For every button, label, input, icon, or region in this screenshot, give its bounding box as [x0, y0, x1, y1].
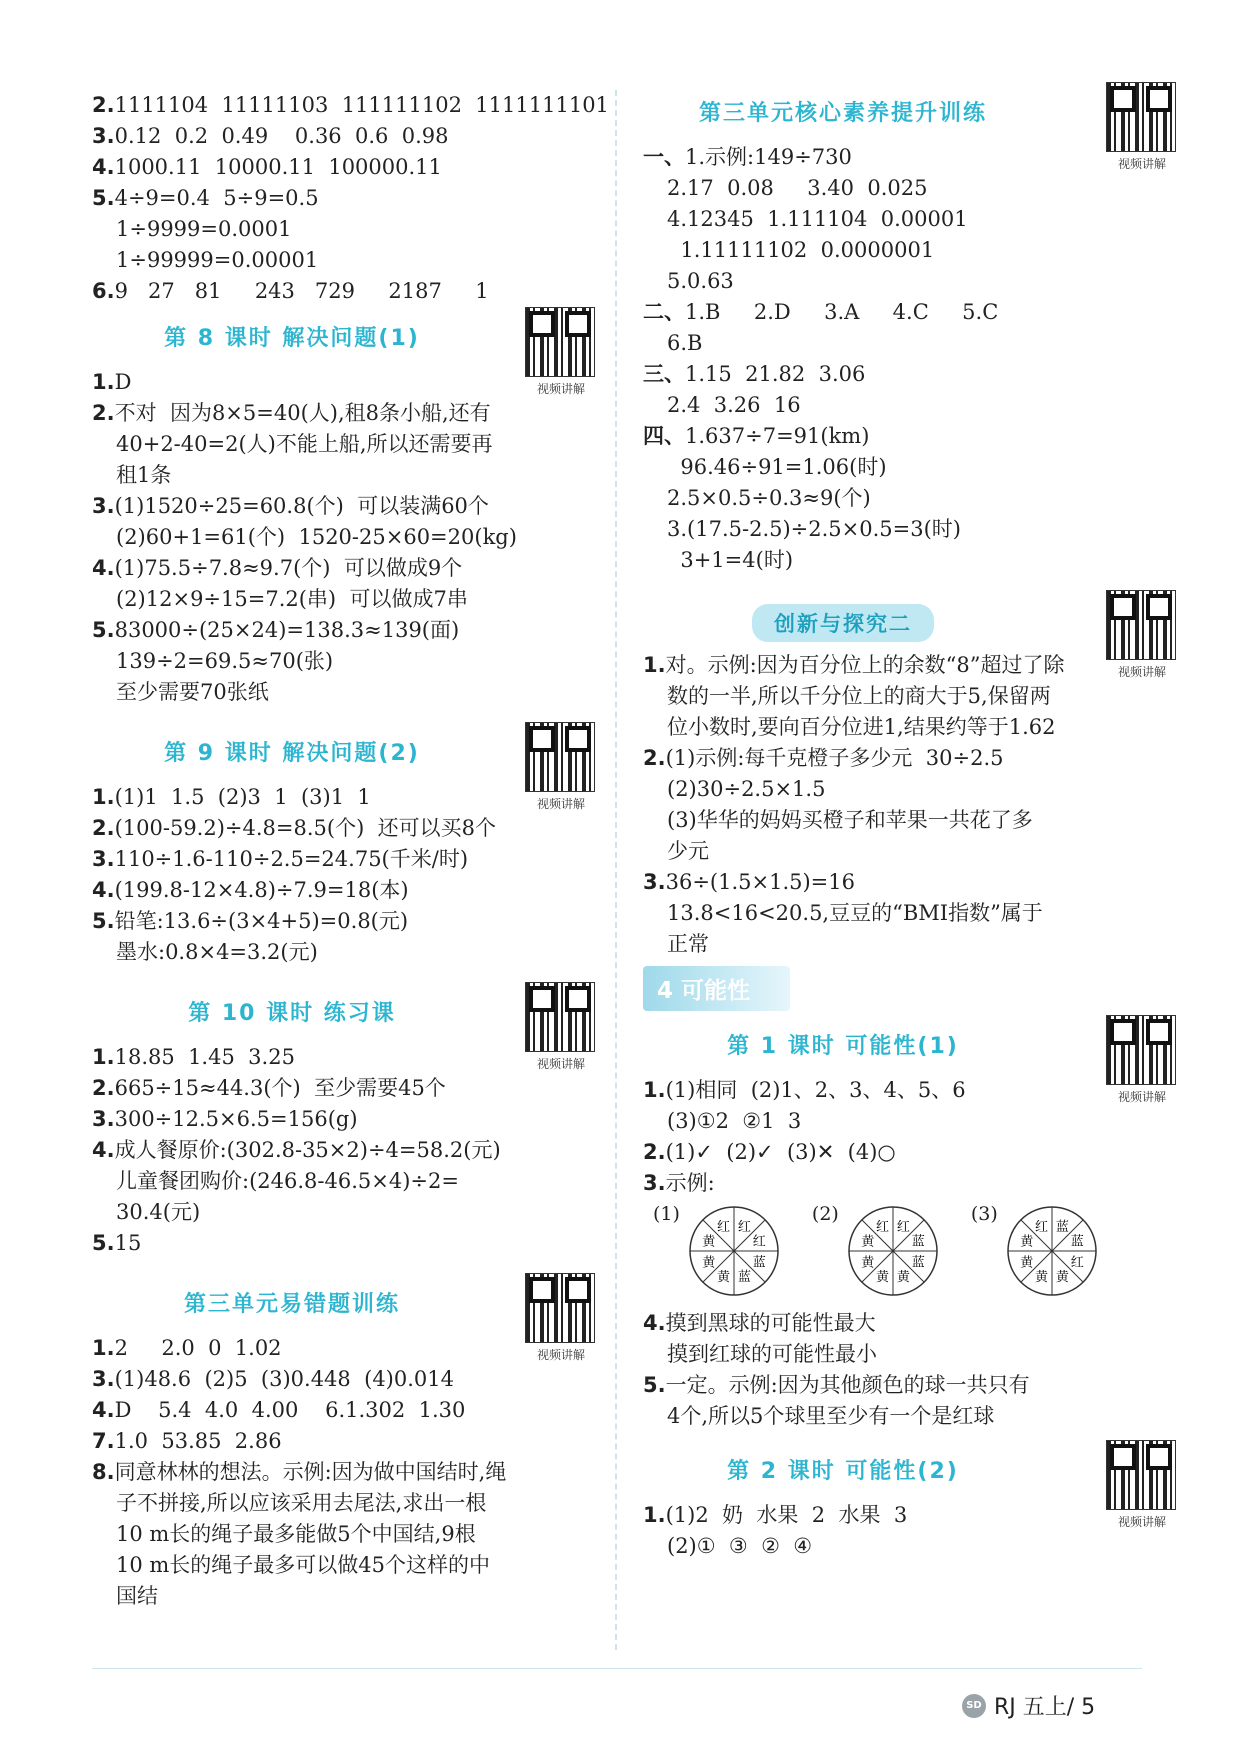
answer-text: (199.8-12×4.8)÷7.9=18(本) [114, 878, 409, 902]
spinner-3 [971, 1203, 1100, 1308]
answer-text: 4个,所以5个球里至少有一个是红球 [667, 1404, 995, 1428]
spinner-label: (3) [970, 1203, 998, 1225]
answer-text: 36÷(1.5×1.5)=16 [665, 870, 856, 894]
answer-text: 9 27 81 243 729 2187 1 [114, 279, 489, 303]
qr-label: 视频讲解 [1117, 665, 1166, 679]
section-title: 第 10 课时 练习课 [188, 1001, 396, 1026]
question-number: 1. [92, 1336, 115, 1360]
answer-line [92, 1395, 597, 1426]
footer-rule [92, 1668, 1142, 1669]
answer-line [92, 1104, 597, 1135]
answer-text: 2.17 0.08 3.40 0.025 [667, 176, 928, 200]
sector-label: 红 [737, 1219, 751, 1235]
answer-text: D 5.4 4.0 4.00 6.1.302 1.30 [114, 1398, 466, 1422]
answer-text: (1)1 1.5 (2)3 1 (3)1 1 [114, 785, 371, 809]
sector-label: 黄 [702, 1234, 716, 1250]
answer-text: 40+2-40=2(人)不能上船,所以还需要再 [116, 432, 493, 456]
answer-line [643, 1531, 1148, 1562]
answer-block-possibility2 [643, 1500, 1148, 1562]
qr-code-icon [525, 1273, 595, 1343]
section-header-lesson8 [92, 307, 597, 396]
sector-label: 蓝 [1055, 1219, 1069, 1235]
answer-line [643, 1500, 1148, 1531]
answer-line [643, 867, 1148, 898]
qr-code-icon [525, 982, 595, 1052]
answer-text: 1÷9999=0.0001 [116, 217, 292, 241]
answer-line [92, 1073, 597, 1104]
qr-code[interactable] [1106, 1015, 1178, 1105]
sector-label: 黄 [861, 1255, 875, 1271]
answer-text: 1.示例:149÷730 [685, 145, 852, 169]
sector-label: 蓝 [737, 1270, 751, 1286]
answer-text: 对。示例:因为百分位上的余数“8”超过了除 [665, 653, 1065, 677]
qr-label: 视频讲解 [536, 1348, 585, 1362]
answer-line [92, 90, 609, 121]
qr-code[interactable] [1106, 1440, 1178, 1530]
answer-line [92, 782, 597, 813]
answer-text: 1.11111102 0.0000001 [667, 238, 935, 262]
sector-label: 黄 [1034, 1270, 1048, 1286]
answer-line [92, 1550, 597, 1581]
answer-line [92, 1581, 597, 1612]
answer-line [643, 681, 1148, 712]
answer-line [92, 646, 597, 677]
answer-text: 665÷15≈44.3(个) 至少需要45个 [114, 1076, 446, 1100]
answer-text: 摸到黑球的可能性最大 [665, 1311, 876, 1335]
spinner-wheel [686, 1203, 782, 1299]
sector-label: 黄 [716, 1270, 730, 1286]
answer-block-possibility1 [643, 1075, 1148, 1199]
sector-label: 黄 [875, 1270, 889, 1286]
sector-label: 红 [896, 1219, 910, 1235]
answer-line [643, 1370, 1148, 1401]
answer-text: 1111104 11111103 111111102 1111111101 [114, 93, 609, 117]
answer-line [92, 615, 597, 646]
answer-text: (2)60+1=61(个) 1520-25×60=20(kg) [116, 525, 517, 549]
answer-line [643, 452, 1148, 483]
answer-line [92, 553, 597, 584]
sector-label: 红 [875, 1219, 889, 1235]
question-number: 4. [92, 878, 115, 902]
answer-text: (2)30÷2.5×1.5 [667, 777, 826, 801]
answer-text: 至少需要70张纸 [116, 680, 269, 704]
publisher-logo-icon: SD [962, 1694, 986, 1718]
answer-line [92, 367, 597, 398]
answer-text: 300÷12.5×6.5=156(g) [114, 1107, 358, 1131]
question-number: 1. [92, 370, 115, 394]
question-number: 1. [643, 1078, 666, 1102]
qr-label: 视频讲解 [536, 797, 585, 811]
answer-line [92, 183, 597, 214]
qr-code[interactable] [1106, 82, 1178, 172]
answer-text: 1÷99999=0.00001 [116, 248, 319, 272]
question-number: 6. [92, 279, 115, 303]
qr-code-icon [525, 307, 595, 377]
answer-block-lesson8 [92, 367, 597, 708]
answer-line [92, 906, 597, 937]
question-number: 5. [92, 1231, 115, 1255]
qr-code[interactable] [525, 722, 597, 812]
answer-text: 30.4(元) [116, 1200, 201, 1224]
sector-label: 蓝 [1070, 1234, 1084, 1250]
answer-text: 租1条 [116, 463, 172, 487]
question-number: 一、 [643, 145, 685, 169]
answer-line [92, 121, 597, 152]
answer-line [643, 359, 1148, 390]
answer-line [643, 650, 1148, 681]
qr-code-icon [525, 722, 595, 792]
question-number: 4. [92, 155, 115, 179]
chapter-heading: 4 可能性 [643, 966, 790, 1011]
section-title [643, 604, 1043, 642]
answer-text: 位小数时,要向百分位进1,结果约等于1.62 [667, 715, 1056, 739]
answer-line [92, 491, 597, 522]
question-number: 5. [643, 1373, 666, 1397]
answer-line [92, 1042, 597, 1073]
answer-block-lesson10 [92, 1042, 597, 1259]
qr-code-icon [1106, 1015, 1176, 1085]
answer-line [92, 1488, 597, 1519]
answer-line [643, 1339, 1148, 1370]
answer-line [92, 429, 597, 460]
spinner-wheel [1004, 1203, 1100, 1299]
answer-text: 2.5×0.5÷0.3≈9(个) [667, 486, 871, 510]
answer-line [92, 584, 597, 615]
answer-text: 示例: [665, 1171, 715, 1195]
answer-line [92, 1166, 597, 1197]
answer-block-possibility1-cont [643, 1308, 1148, 1432]
answer-line [643, 204, 1148, 235]
answer-line [643, 514, 1148, 545]
answer-line [92, 813, 597, 844]
sector-label: 黄 [702, 1255, 716, 1271]
question-number: 4. [92, 1138, 115, 1162]
answer-text: 1.637÷7=91(km) [685, 424, 870, 448]
answer-text: 4÷9=0.4 5÷9=0.5 [114, 186, 319, 210]
page-footer [962, 1690, 1095, 1721]
sector-label: 蓝 [911, 1234, 925, 1250]
answer-text: (3)①2 ②1 3 [667, 1109, 802, 1133]
answer-text: (1)48.6 (2)5 (3)0.448 (4)0.014 [114, 1367, 454, 1391]
answer-text: 成人餐原价:(302.8-35×2)÷4=58.2(元) [114, 1138, 501, 1162]
question-number: 三、 [643, 362, 685, 386]
question-number: 1. [643, 653, 666, 677]
answer-line [643, 483, 1148, 514]
answer-text: 3.(17.5-2.5)÷2.5×0.5=3(时) [667, 517, 961, 541]
answer-text: 96.46÷91=1.06(时) [667, 455, 887, 479]
question-number: 3. [643, 1171, 666, 1195]
qr-label: 视频讲解 [536, 382, 585, 396]
question-number: 3. [92, 1367, 115, 1391]
answer-text: 5.0.63 [667, 269, 734, 293]
answer-line [92, 1519, 597, 1550]
answer-line [643, 1168, 1148, 1199]
section-title: 第三单元核心素养提升训练 [698, 101, 987, 126]
sector-label: 黄 [861, 1234, 875, 1250]
answer-line [92, 460, 597, 491]
sector-label: 黄 [1020, 1255, 1034, 1271]
qr-code[interactable] [525, 982, 597, 1072]
answer-line [643, 1401, 1148, 1432]
question-number: 二、 [643, 300, 685, 324]
answer-text: 18.85 1.45 3.25 [114, 1045, 295, 1069]
answer-text: 正常 [667, 932, 709, 956]
section-title: 第 2 课时 可能性(2) [727, 1459, 959, 1484]
answer-line [643, 712, 1148, 743]
section-title: 第三单元易错题训练 [183, 1292, 400, 1317]
answer-line [92, 1364, 597, 1395]
spinner-1 [653, 1203, 782, 1308]
question-number: 8. [92, 1460, 115, 1484]
answer-text: 4.12345 1.111104 0.00001 [667, 207, 968, 231]
answer-line [643, 1075, 1148, 1106]
answer-text: 110÷1.6-110÷2.5=24.75(千米/时) [114, 847, 469, 871]
spinner-label: (2) [811, 1203, 839, 1225]
answer-line [643, 929, 1148, 960]
left-column [92, 90, 609, 1612]
sector-label: 红 [1034, 1219, 1048, 1235]
answer-text: (1)75.5÷7.8≈9.7(个) 可以做成9个 [114, 556, 463, 580]
question-number: 4. [643, 1311, 666, 1335]
answer-line [92, 214, 597, 245]
sector-label: 红 [752, 1234, 766, 1250]
answer-text: (1)示例:每千克橙子多少元 30÷2.5 [665, 746, 1004, 770]
answer-line [92, 1228, 597, 1259]
answer-text: (3)华华的妈妈买橙子和苹果一共花了多 [667, 808, 1033, 832]
answer-text: 不对 因为8×5=40(人),租8条小船,还有 [114, 401, 491, 425]
answer-line [643, 421, 1148, 452]
question-number: 4. [92, 556, 115, 580]
answer-line [643, 1308, 1148, 1339]
answer-line [92, 1333, 597, 1364]
answer-text: 1000.11 10000.11 100000.11 [114, 155, 442, 179]
page-number: RJ 五上/ 5 [994, 1695, 1096, 1720]
answer-line [643, 297, 1148, 328]
answer-block-errors [92, 1333, 597, 1612]
answer-line [92, 152, 597, 183]
sector-label: 黄 [1020, 1234, 1034, 1250]
answer-text: 6.B [667, 331, 703, 355]
answer-text: 1.0 53.85 2.86 [114, 1429, 282, 1453]
question-number: 7. [92, 1429, 115, 1453]
question-number: 1. [643, 1503, 666, 1527]
question-number: 5. [92, 186, 115, 210]
answer-text: (1)✓ (2)✓ (3)✕ (4)○ [665, 1140, 896, 1164]
answer-line [643, 1106, 1148, 1137]
answer-line [643, 328, 1148, 359]
question-number: 5. [92, 618, 115, 642]
innovation-badge: 创新与探究二 [752, 604, 934, 642]
answer-line [92, 522, 597, 553]
answer-text: 同意林林的想法。示例:因为做中国结时,绳 [114, 1460, 507, 1484]
question-number: 3. [92, 847, 115, 871]
question-number: 1. [92, 785, 115, 809]
answer-line [643, 266, 1148, 297]
answer-text: 3+1=4(时) [667, 548, 794, 572]
answer-text: 一定。示例:因为其他颜色的球一共只有 [665, 1373, 1030, 1397]
qr-code-icon [1106, 590, 1176, 660]
question-number: 2. [92, 401, 115, 425]
answer-text: 儿童餐团购价:(246.8-46.5×4)÷2= [116, 1169, 459, 1193]
answer-text: 墨水:0.8×4=3.2(元) [116, 940, 318, 964]
right-column [643, 90, 1166, 1562]
answer-line [92, 1457, 597, 1488]
answer-text: 83000÷(25×24)=138.3≈139(面) [114, 618, 460, 642]
answer-text: 139÷2=69.5≈70(张) [116, 649, 334, 673]
answer-block-innovation [643, 650, 1148, 960]
qr-label: 视频讲解 [1117, 1090, 1166, 1104]
answer-line [643, 805, 1148, 836]
answer-text: 摸到红球的可能性最小 [667, 1342, 877, 1366]
answer-line [92, 398, 597, 429]
answer-line [643, 743, 1148, 774]
answer-line [92, 1426, 597, 1457]
qr-code[interactable] [525, 1273, 597, 1363]
answer-text: 2.4 3.26 16 [667, 393, 801, 417]
spinner-label: (1) [653, 1203, 680, 1225]
answer-text: 数的一半,所以千分位上的商大于5,保留两 [667, 684, 1051, 708]
question-number: 3. [92, 1107, 115, 1131]
qr-label: 视频讲解 [536, 1057, 585, 1071]
answer-line [643, 390, 1148, 421]
answer-text: (2)12×9÷15=7.2(串) 可以做成7串 [116, 587, 468, 611]
answer-line [643, 898, 1148, 929]
column-divider [615, 90, 617, 1650]
section-title: 第 9 课时 解决问题(2) [164, 741, 420, 766]
question-number: 2. [92, 93, 115, 117]
qr-code[interactable] [1106, 590, 1178, 680]
qr-label: 视频讲解 [1117, 157, 1166, 171]
answer-text: 10 m长的绳子最多能做5个中国结,9根 [116, 1522, 476, 1546]
answer-text: (1)2 奶 水果 2 水果 3 [665, 1503, 908, 1527]
answer-line [92, 937, 597, 968]
answer-block-top [92, 90, 609, 307]
answer-text: D [114, 370, 132, 394]
question-number: 5. [92, 909, 115, 933]
sector-label: 红 [1070, 1255, 1084, 1271]
question-number: 2. [643, 746, 666, 770]
answer-line [92, 844, 597, 875]
question-number: 2. [643, 1140, 666, 1164]
question-number: 3. [643, 870, 666, 894]
question-number: 1. [92, 1045, 115, 1069]
answer-text: 0.12 0.2 0.49 0.36 0.6 0.98 [114, 124, 449, 148]
answer-block-core [643, 142, 1148, 576]
answer-line [643, 774, 1148, 805]
answer-text: 2 2.0 0 1.02 [114, 1336, 282, 1360]
answer-text: 铅笔:13.6÷(3×4+5)=0.8(元) [114, 909, 409, 933]
qr-code-icon [1106, 1440, 1176, 1510]
answer-line [643, 142, 1148, 173]
sector-label: 蓝 [752, 1255, 766, 1271]
section-title: 第 8 课时 解决问题(1) [164, 326, 420, 351]
answer-text: 国结 [116, 1584, 158, 1608]
answer-text: (2)① ③ ② ④ [667, 1534, 813, 1558]
spinner-2 [812, 1203, 941, 1308]
sector-label: 蓝 [911, 1255, 925, 1271]
sector-label: 黄 [1055, 1270, 1069, 1286]
sector-label: 黄 [896, 1270, 910, 1286]
answer-line [92, 245, 597, 276]
sector-label: 红 [716, 1219, 730, 1235]
spinner-diagrams [653, 1203, 1148, 1308]
answer-line [92, 677, 597, 708]
answer-text: 1.B 2.D 3.A 4.C 5.C [685, 300, 999, 324]
answer-text: 子不拼接,所以应该采用去尾法,求出一根 [116, 1491, 487, 1515]
answer-line [643, 173, 1148, 204]
answer-line [643, 545, 1148, 576]
answer-block-lesson9 [92, 782, 597, 968]
answer-line [92, 276, 597, 307]
qr-code-icon [1106, 82, 1176, 152]
question-number: 3. [92, 494, 115, 518]
answer-text: 15 [114, 1231, 142, 1255]
qr-code[interactable] [525, 307, 597, 397]
answer-text: (1)相同 (2)1、2、3、4、5、6 [665, 1078, 966, 1102]
answer-text: 1.15 21.82 3.06 [685, 362, 866, 386]
answer-text: (1)1520÷25=60.8(个) 可以装满60个 [114, 494, 489, 518]
answer-text: 少元 [667, 839, 709, 863]
question-number: 2. [92, 816, 115, 840]
qr-label: 视频讲解 [1117, 1515, 1166, 1529]
question-number: 4. [92, 1398, 115, 1422]
question-number: 四、 [643, 424, 685, 448]
answer-text: (100-59.2)÷4.8=8.5(个) 还可以买8个 [114, 816, 496, 840]
question-number: 2. [92, 1076, 115, 1100]
section-title: 第 1 课时 可能性(1) [727, 1034, 959, 1059]
answer-line [92, 1197, 597, 1228]
question-number: 3. [92, 124, 115, 148]
answer-text: 13.8<16<20.5,豆豆的“BMI指数”属于 [667, 901, 1043, 925]
answer-line [92, 875, 597, 906]
answer-line [643, 1137, 1148, 1168]
answer-text: 10 m长的绳子最多可以做45个这样的中 [116, 1553, 491, 1577]
answer-line [92, 1135, 597, 1166]
spinner-wheel [845, 1203, 941, 1299]
answer-line [643, 235, 1148, 266]
answer-line [643, 836, 1148, 867]
